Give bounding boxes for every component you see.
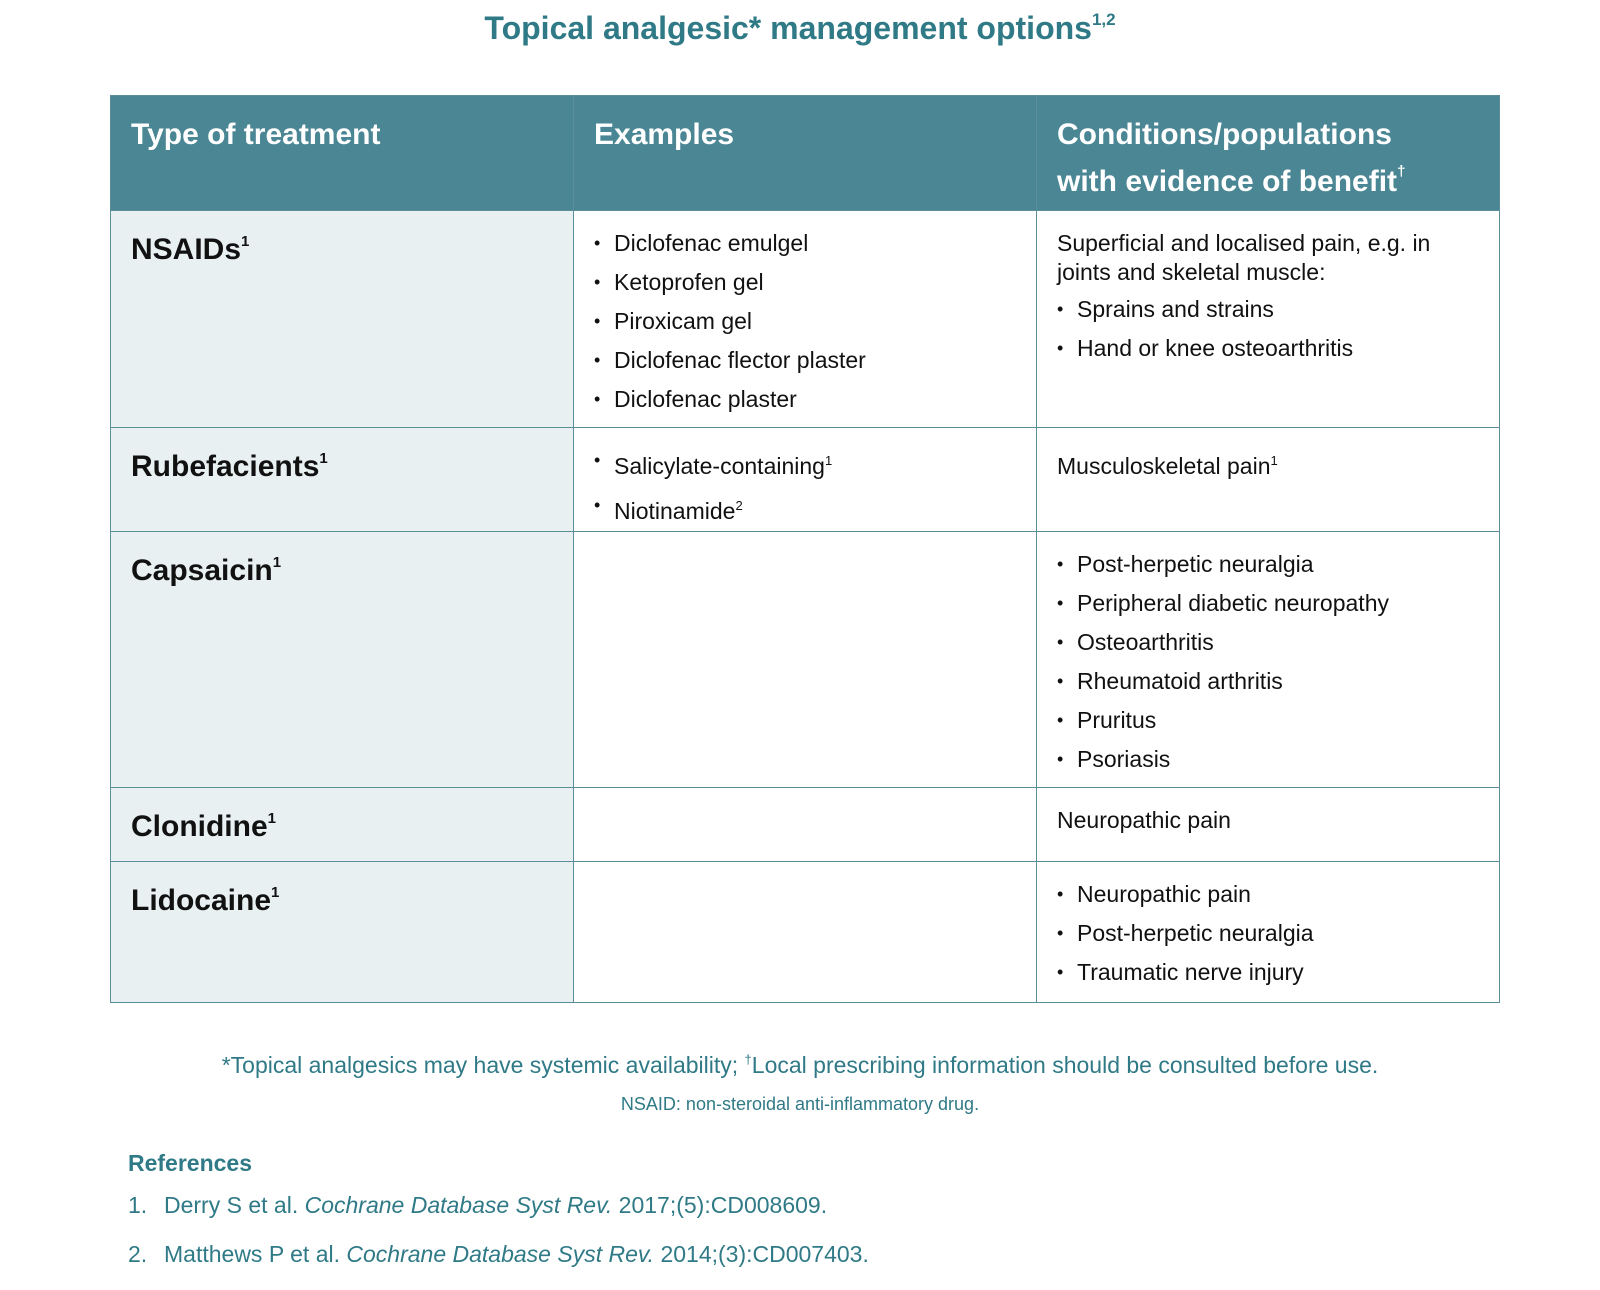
treatment-table [110, 95, 1500, 1003]
list-item: • Salicylate-containing$^1$ [594, 441, 1016, 486]
list-item: • Diclofenac flector plaster [594, 341, 1016, 380]
list-item: • Diclofenac plaster [594, 380, 1016, 419]
examples-cell [574, 532, 1037, 788]
list-item: • Post-herpetic neuralgia [1057, 545, 1479, 584]
references-heading: References [128, 1150, 253, 1176]
treatment-type: Clonidine$^1$ [111, 788, 574, 862]
list-item: • Traumatic nerve injury [1057, 953, 1479, 992]
header-type: Type of treatment [111, 96, 574, 211]
list-item: • Piroxicam gel [594, 302, 1016, 341]
list-item: • Hand or knee osteoarthritis [1057, 329, 1479, 368]
treatment-type: Capsaicin$^1$ [111, 532, 574, 788]
table-row [111, 788, 1500, 862]
table-row [111, 862, 1500, 1003]
header-examples: Examples [574, 96, 1037, 211]
list-item: • Ketoprofen gel [594, 263, 1016, 302]
conditions-cell: Musculoskeletal pain$^1$ [1037, 428, 1500, 532]
table-row [111, 211, 1500, 428]
list-item: • Sprains and strains [1057, 290, 1479, 329]
list-item: • Pruritus [1057, 701, 1479, 740]
examples-cell [574, 211, 1037, 428]
examples-cell [574, 862, 1037, 1003]
list-item: • Rheumatoid arthritis [1057, 662, 1479, 701]
list-item: • Niotinamide$^2$ [594, 486, 1016, 531]
treatment-type: Lidocaine$^1$ [111, 862, 574, 1003]
table-header-row [111, 96, 1500, 211]
conditions-cell: Neuropathic pain [1037, 788, 1500, 862]
conditions-cell [1037, 862, 1500, 1003]
examples-cell [574, 428, 1037, 532]
title-superscript: 1,2 [1091, 10, 1116, 29]
header-conditions: Conditions/populations with evidence of benefit† [1037, 96, 1500, 211]
list-item: • Post-herpetic neuralgia [1057, 914, 1479, 953]
list-item: • Psoriasis [1057, 740, 1479, 779]
reference-item: 1. Derry S et al. Cochrane Database Syst Rev. 2017;(5):CD008609. [128, 1192, 828, 1218]
conditions-cell [1037, 211, 1500, 428]
examples-cell [574, 788, 1037, 862]
list-item: • Osteoarthritis [1057, 623, 1479, 662]
treatment-type: NSAIDs$^1$ [111, 211, 574, 428]
references-list [128, 1192, 869, 1290]
table-row [111, 532, 1500, 788]
conditions-intro: Superficial and localised pain, e.g. in joints and skeletal muscle: [1057, 230, 1431, 285]
reference-item: 2. Matthews P et al. Cochrane Database Syst Rev. 2014;(3):CD007403. [128, 1241, 869, 1267]
table-row [111, 428, 1500, 532]
list-item: • Peripheral diabetic neuropathy [1057, 584, 1479, 623]
footnote: *Topical analgesics may have systemic availability; †Local prescribing information should be consulted before use. [221, 1052, 1379, 1078]
conditions-cell [1037, 532, 1500, 788]
list-item: • Neuropathic pain [1057, 875, 1479, 914]
list-item: • Diclofenac emulgel [594, 224, 1016, 263]
treatment-type: Rubefacients$^1$ [111, 428, 574, 532]
page-title: Topical analgesic* management options$^{1,2}$ [484, 10, 1116, 46]
abbreviation-note: NSAID: non-steroidal anti-inflammatory drug. [620, 1094, 980, 1114]
